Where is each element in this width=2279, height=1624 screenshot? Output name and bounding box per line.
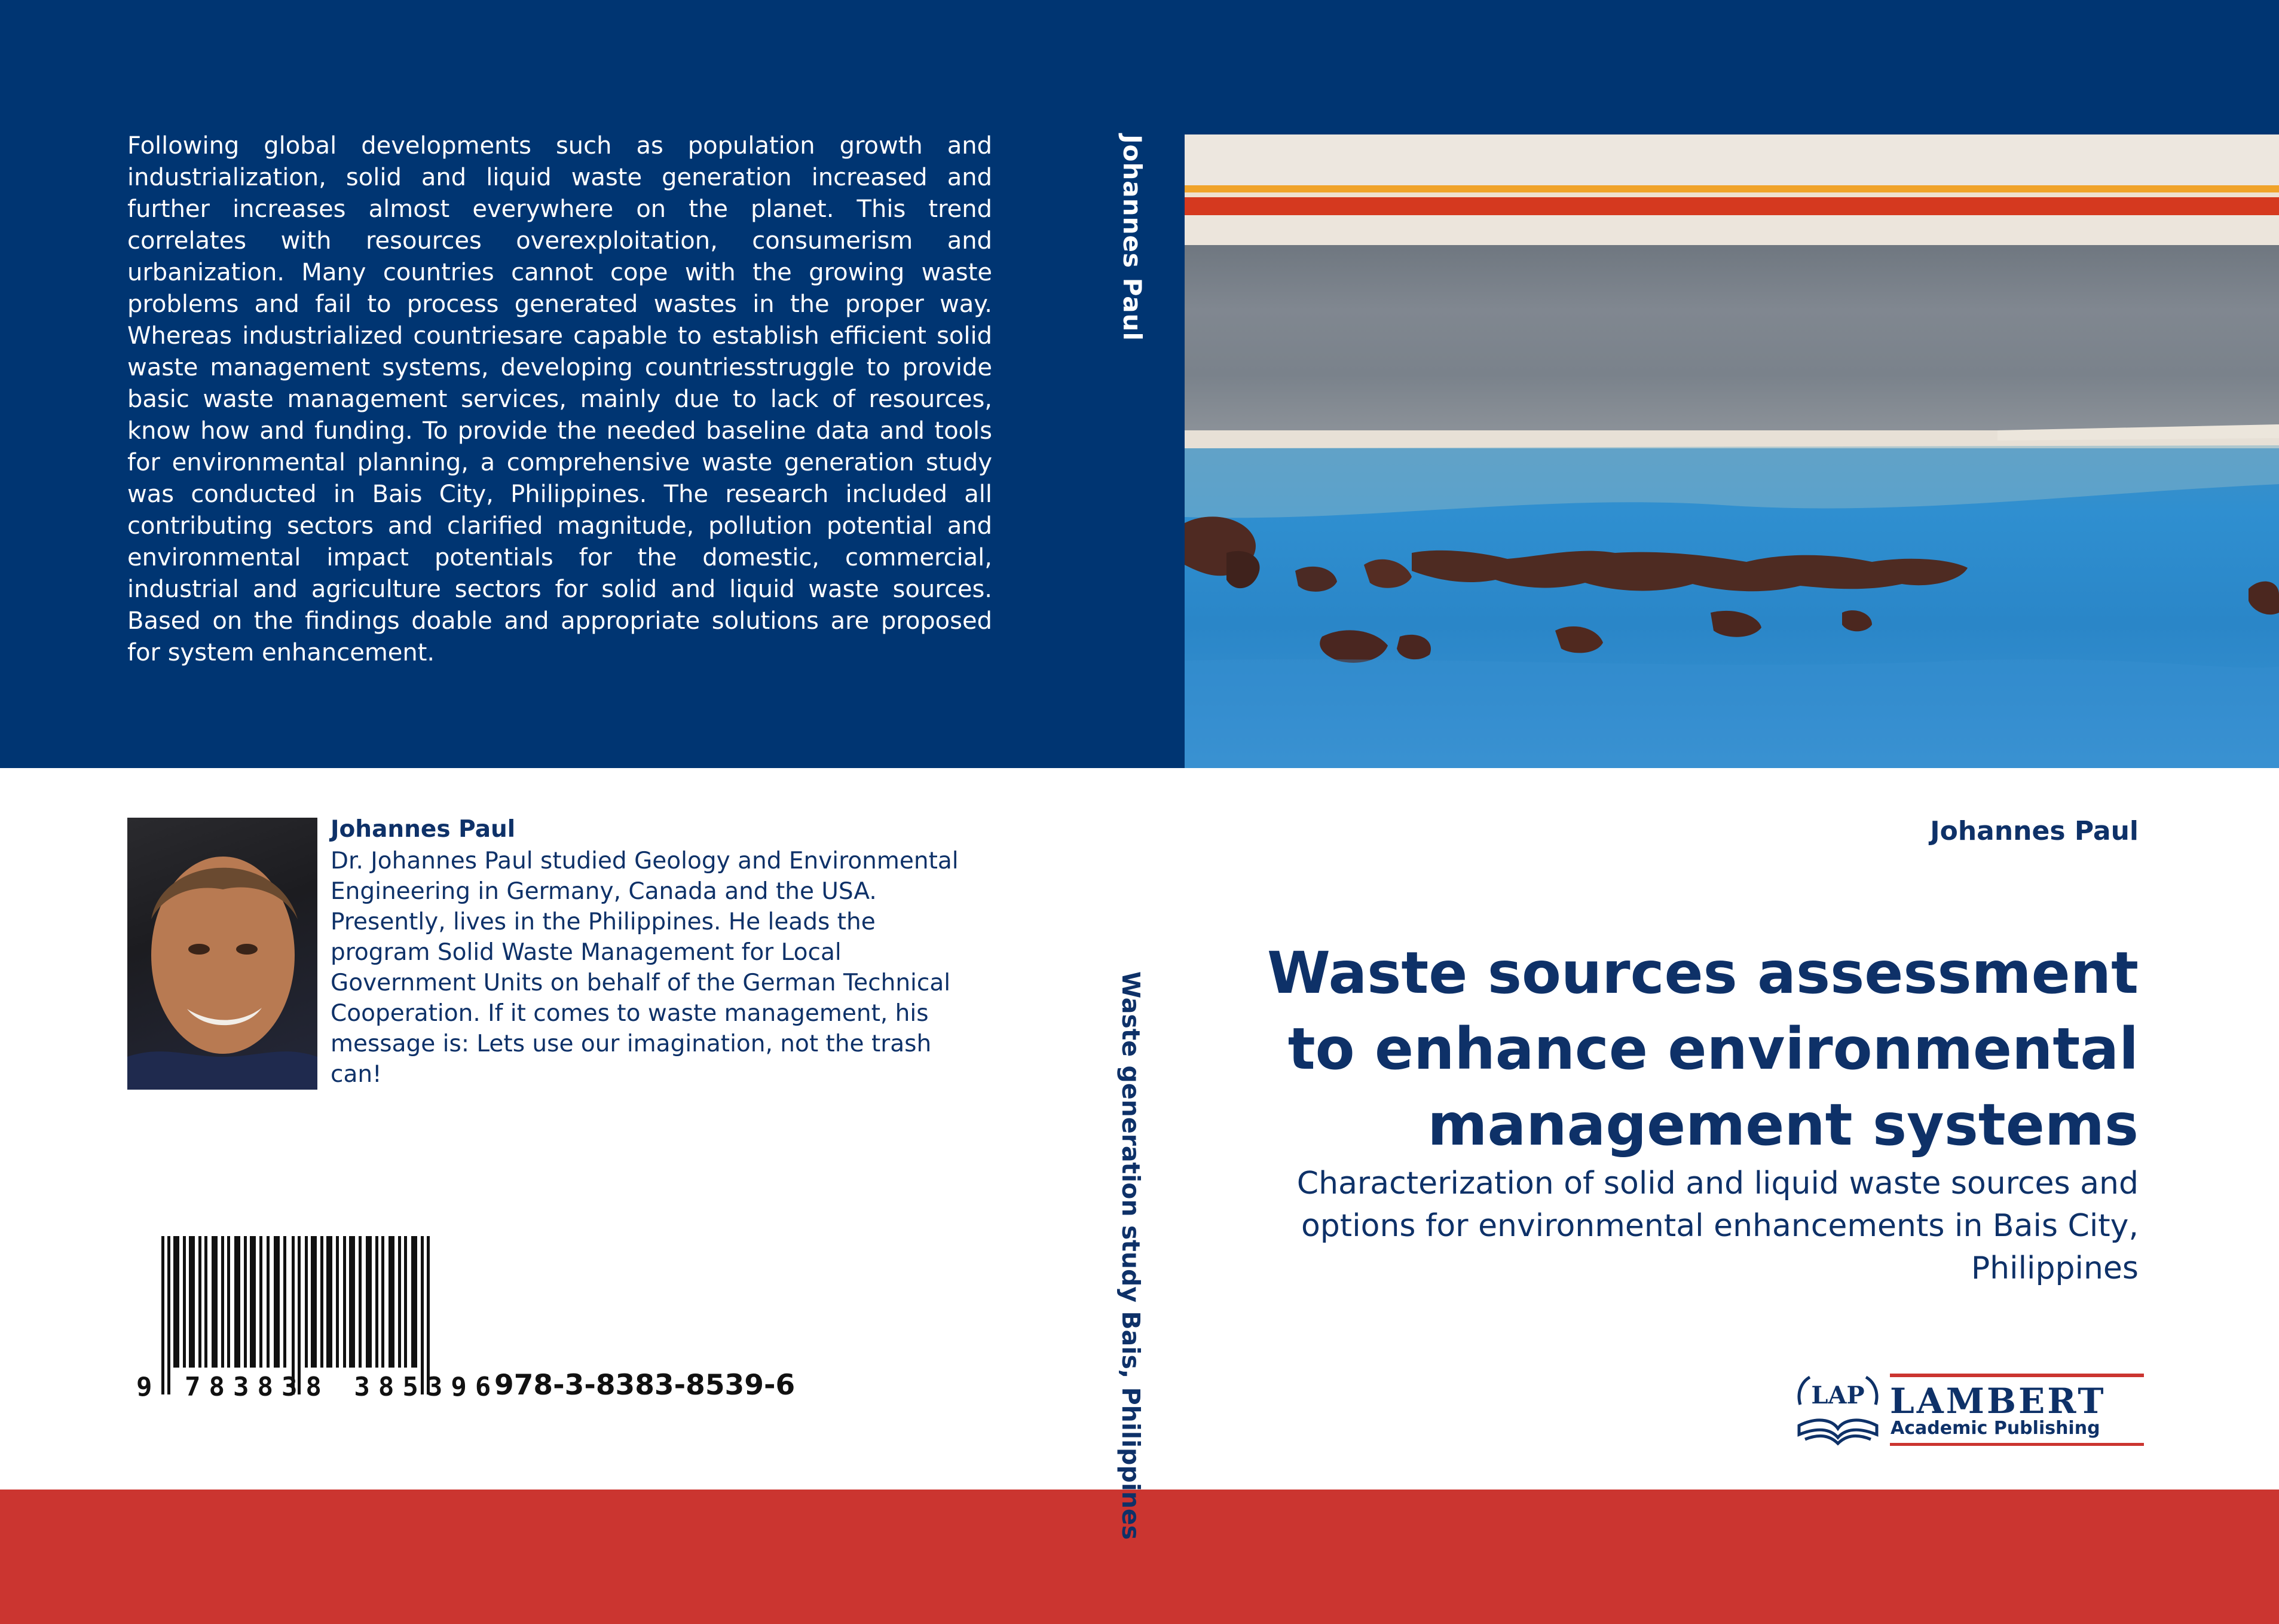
emblem-text: LAP — [1811, 1381, 1865, 1409]
isbn-number: 978-3-8383-8539-6 — [494, 1369, 796, 1402]
logo-top-rule — [1890, 1374, 2144, 1377]
logo-bottom-rule — [1890, 1443, 2144, 1446]
rust-patches — [1185, 134, 2279, 768]
barcode-digits: 9 783838 385396 — [136, 1372, 500, 1402]
publisher-name: LAMBERT — [1890, 1381, 2106, 1421]
front-author-name: Johannes Paul — [1930, 816, 2139, 846]
spine-author: Johannes Paul — [1118, 134, 1147, 341]
book-subtitle: Characterization of solid and liquid waste sources and options for environmental enhancements in Bais City, Philippines — [1296, 1166, 2139, 1286]
back-cover-blurb: Following global developments such as population growth and industrialization, solid and liquid waste generation increased and further increases almost everywhere on the planet. This trend correlates with resources overexploitation, consumerism and urbanization. Many countries cannot cope with the growing waste problems and fail to process generated wastes in the proper way. Whereas industrialized countriesare capable to establish efficient solid waste management systems, developing countriesstruggle to provide basic waste management services, mainly due to lack of resources, know how and funding. To provide the needed baseline data and tools for environmental planning, a comprehensive waste generation study was conducted in Bais City, Philippines. The research included all contributing sectors and clarified magnitude, pollution potential and environmental impact potentials for the domestic, commercial, industrial and agriculture sectors for solid and liquid waste sources. Based on the findings doable and appropriate solutions are proposed for system enhancement. — [127, 132, 992, 666]
book-title: Waste sources assessment to enhance environmental management systems — [1267, 940, 2139, 1158]
author-bio: Dr. Johannes Paul studied Geology and Environmental Engineering in Germany, Canada and the USA. Presently, lives in the Philippines. He leads the program Solid Waste Management for Local Government Units on behalf of the German Technical Cooperation. If it comes to waste management, his message is: Lets use our imagination, not the trash can! — [331, 848, 959, 1088]
isbn-barcode — [161, 1236, 460, 1394]
publisher-sub: Academic Publishing — [1891, 1418, 2100, 1439]
author-photo — [127, 818, 317, 1090]
publisher-logo — [1793, 1369, 2146, 1449]
open-book-icon — [1793, 1369, 1883, 1449]
spine-title: Waste generation study Bais, Philippines — [1116, 971, 1145, 1540]
cover-photo — [1185, 134, 2279, 768]
back-author-name: Johannes Paul — [331, 816, 516, 843]
